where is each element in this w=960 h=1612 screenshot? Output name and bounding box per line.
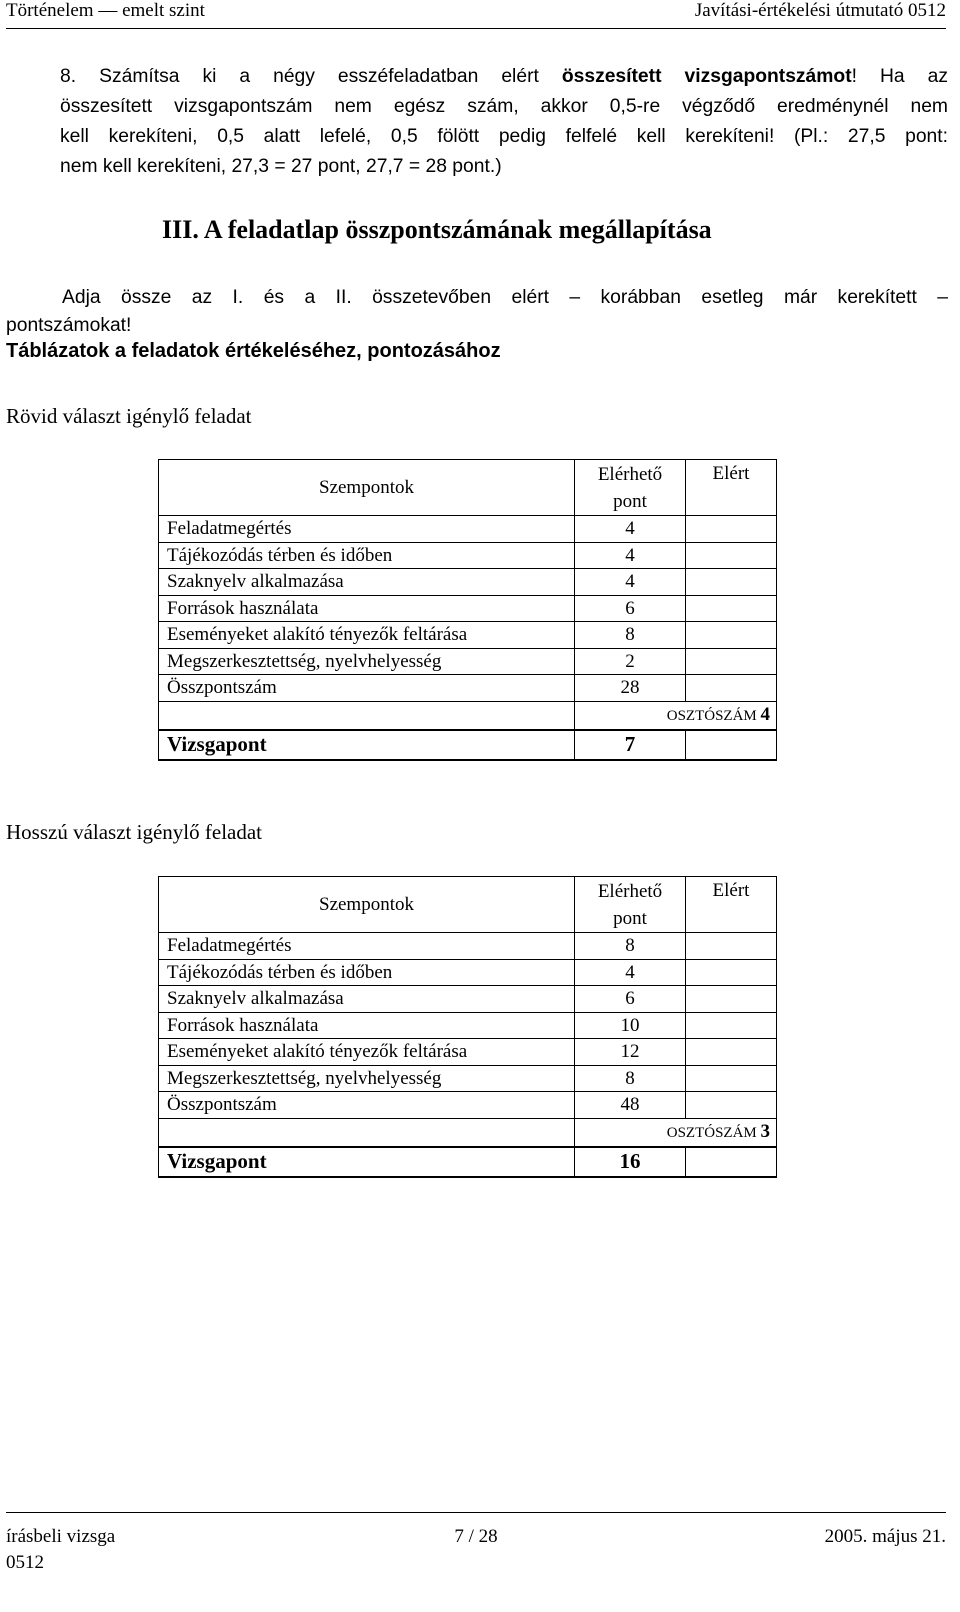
criterion-label: Tájékozódás térben és időben [159,542,575,569]
available-points: 2 [575,648,686,675]
total-label: Összpontszám [159,1092,575,1119]
total-achieved-cell[interactable] [686,1092,777,1119]
item-8-bold-text: összesített vizsgapontszámot [561,66,852,87]
tables-title: Táblázatok a feladatok értékeléséhez, pontozásához [6,340,501,362]
item-8-line-1 [60,62,948,92]
table-header-row [159,460,777,516]
section-3-line-2: pontszámokat! [6,315,132,336]
divisor-cell [575,701,777,730]
available-points: 6 [575,595,686,622]
available-points: 12 [575,1039,686,1066]
criteria-header: Szempontok [159,460,575,516]
table-header-row [159,877,777,933]
achieved-points-cell[interactable] [686,933,777,960]
exam-points-label: Vizsgapont [159,730,575,760]
achieved-points-cell[interactable] [686,959,777,986]
exam-points-value: 16 [575,1147,686,1177]
header-guide-title: Javítási-értékelési útmutató 0512 [694,0,946,21]
achieved-points-cell[interactable] [686,622,777,649]
available-points: 8 [575,933,686,960]
item-8-text-pre: Számítsa ki a négy esszéfeladatban elért [99,66,539,87]
table-row [159,622,777,649]
available-points: 4 [575,959,686,986]
exam-points-row [159,730,777,760]
available-points-header [575,877,686,933]
item-8-line-3: kell kerekíteni, 0,5 alatt lefelé, 0,5 fölött pedig felfelé kell kerekíteni! (Pl.: 27,5 pont: [60,126,948,147]
table-row [159,933,777,960]
table-row [159,516,777,543]
page-header [6,0,946,26]
divisor-value: 3 [760,1120,770,1142]
available-header-line-1: Elérhető [597,880,663,902]
section-3-instruction [6,284,948,340]
available-points: 6 [575,986,686,1013]
available-header-line-2: pont [613,490,647,512]
table-row [159,542,777,569]
header-rule [6,28,946,29]
achieved-points-header: Elért [686,877,777,933]
item-8-paragraph [60,62,948,182]
criterion-label: Feladatmegértés [159,933,575,960]
footer-code: 0512 [6,1552,44,1573]
item-8-text-post: ! Ha az [851,66,948,87]
header-subject: Történelem — emelt szint [6,0,205,21]
criterion-label: Megszerkesztettség, nyelvhelyesség [159,648,575,675]
table-row [159,595,777,622]
table-row [159,959,777,986]
achieved-points-cell[interactable] [686,1065,777,1092]
criterion-label: Megszerkesztettség, nyelvhelyesség [159,1065,575,1092]
divisor-row [159,1118,777,1147]
available-points: 8 [575,622,686,649]
short-task-table [158,459,776,761]
available-points: 8 [575,1065,686,1092]
table-row [159,648,777,675]
short-task-heading: Rövid választ igénylő feladat [6,404,252,428]
criterion-label: Szaknyelv alkalmazása [159,569,575,596]
divisor-spacer [159,1118,575,1147]
total-points: 48 [575,1092,686,1119]
table-row [159,1065,777,1092]
divisor-spacer [159,701,575,730]
criterion-label: Eseményeket alakító tényezők feltárása [159,1039,575,1066]
achieved-points-cell[interactable] [686,595,777,622]
achieved-points-cell[interactable] [686,648,777,675]
available-header-line-2: pont [613,907,647,929]
criterion-label: Eseményeket alakító tényezők feltárása [159,622,575,649]
item-8-number: 8. [60,66,77,87]
achieved-points-cell[interactable] [686,516,777,543]
divisor-label: OSZTÓSZÁM [666,1124,757,1141]
divisor-value: 4 [760,703,770,725]
available-points: 4 [575,542,686,569]
available-points-header [575,460,686,516]
item-8-line-4: nem kell kerekíteni, 27,3 = 27 pont, 27,7 = 28 pont.) [60,156,502,177]
footer-rule [6,1512,946,1513]
criterion-label: Szaknyelv alkalmazása [159,986,575,1013]
available-points: 4 [575,569,686,596]
footer-date: 2005. május 21. [824,1526,946,1547]
achieved-points-cell[interactable] [686,1012,777,1039]
divisor-label: OSZTÓSZÁM [666,707,757,724]
total-points: 28 [575,675,686,702]
achieved-points-cell[interactable] [686,569,777,596]
total-label: Összpontszám [159,675,575,702]
table-row [159,986,777,1013]
exam-points-row [159,1147,777,1177]
total-achieved-cell[interactable] [686,675,777,702]
achieved-points-cell[interactable] [686,542,777,569]
available-points: 10 [575,1012,686,1039]
exam-points-achieved-cell[interactable] [686,1147,777,1177]
section-3-title: III. A feladatlap összpontszámának megállapítása [162,215,712,244]
achieved-points-header: Elért [686,460,777,516]
criterion-label: Források használata [159,595,575,622]
exam-points-achieved-cell[interactable] [686,730,777,760]
footer-exam-type: írásbeli vizsga [6,1526,116,1547]
table-row [159,569,777,596]
criterion-label: Tájékozódás térben és időben [159,959,575,986]
criteria-header: Szempontok [159,877,575,933]
long-task-table [158,876,776,1178]
criterion-label: Források használata [159,1012,575,1039]
exam-points-label: Vizsgapont [159,1147,575,1177]
achieved-points-cell[interactable] [686,986,777,1013]
total-row [159,675,777,702]
long-task-heading: Hosszú választ igénylő feladat [6,820,262,844]
footer-page-number: 7 / 28 [454,1526,498,1547]
available-header-line-1: Elérhető [597,463,663,485]
exam-points-value: 7 [575,730,686,760]
table-row [159,1039,777,1066]
divisor-row [159,701,777,730]
available-points: 4 [575,516,686,543]
item-8-line-2: összesített vizsgapontszám nem egész szám, akkor 0,5-re végződő eredménynél nem [60,96,948,117]
achieved-points-cell[interactable] [686,1039,777,1066]
section-3-line-1: Adja össze az I. és a II. összetevőben elért – korábban esetleg már kerekített – [62,287,948,308]
table-row [159,1012,777,1039]
divisor-cell [575,1118,777,1147]
criterion-label: Feladatmegértés [159,516,575,543]
total-row [159,1092,777,1119]
